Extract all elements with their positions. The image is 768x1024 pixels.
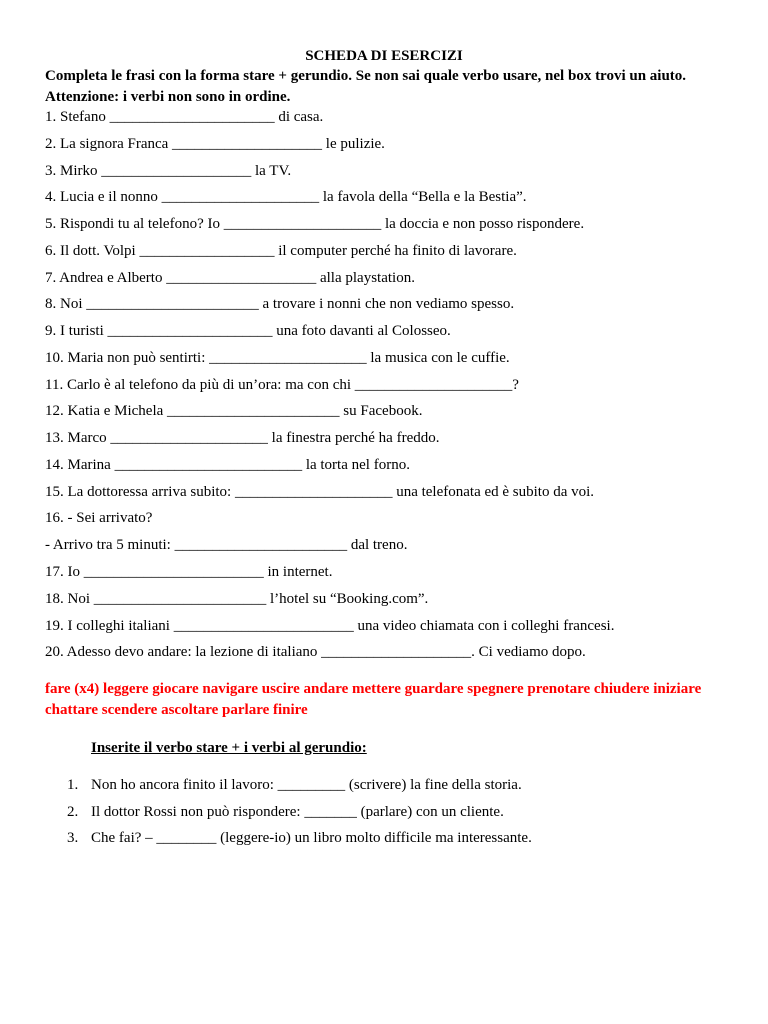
question-2: 2. La signora Franca ____________________ le pulizie. [45, 136, 385, 152]
question-8: 8. Noi _______________________ a trovare i nonni che non vediamo spesso. [45, 296, 515, 312]
exercise-text: Non ho ancora finito il lavoro: _________ (scrivere) la fine della storia. [91, 777, 522, 793]
verb-hint-box: fare (x4) leggere giocare navigare uscire andare mettere guardare spegnere prenotare chiudere iniziare chattare scendere ascoltare parlare finire [45, 681, 702, 718]
question-3: 3. Mirko ____________________ la TV. [45, 163, 292, 179]
section-2-title: Inserite il verbo stare + i verbi al gerundio: [91, 740, 367, 756]
question-20: 20. Adesso devo andare: la lezione di italiano ____________________. Ci vediamo dopo. [45, 644, 586, 660]
question-16: 16. - Sei arrivato? [45, 510, 153, 526]
question-11: 11. Carlo è al telefono da più di un’ora: ma con chi _____________________? [45, 377, 519, 393]
question-19: 19. I colleghi italiani ________________________ una video chiamata con i colleghi francesi. [45, 618, 615, 634]
instruction-line-2: Attenzione: i verbi non sono in ordine. [45, 89, 291, 105]
exercise-number: 2. [67, 804, 79, 820]
exercise-number: 1. [67, 777, 79, 793]
exercise-text: Che fai? – ________ (leggere-io) un libro molto difficile ma interessante. [91, 830, 532, 846]
question-4: 4. Lucia e il nonno _____________________ la favola della “Bella e la Bestia”. [45, 189, 527, 205]
question-14: 14. Marina _________________________ la torta nel forno. [45, 457, 410, 473]
exercise-text: Il dottor Rossi non può rispondere: _______ (parlare) con un cliente. [91, 804, 504, 820]
exercise-number: 3. [67, 830, 79, 846]
question-1: 1. Stefano ______________________ di casa. [45, 109, 324, 125]
question-15: 15. La dottoressa arriva subito: _____________________ una telefonata ed è subito da voi. [45, 484, 595, 500]
question-18: 18. Noi _______________________ l’hotel su “Booking.com”. [45, 591, 429, 607]
instruction-line-1: Completa le frasi con la forma stare + gerundio. Se non sai quale verbo usare, nel box trovi un aiuto. [45, 68, 687, 84]
question-16-answer: - Arrivo tra 5 minuti: _______________________ dal treno. [45, 537, 408, 553]
question-9: 9. I turisti ______________________ una foto davanti al Colosseo. [45, 323, 451, 339]
question-17: 17. Io ________________________ in internet. [45, 564, 333, 580]
worksheet-title: SCHEDA DI ESERCIZI [305, 48, 463, 64]
question-5: 5. Rispondi tu al telefono? Io _____________________ la doccia e non posso rispondere. [45, 216, 585, 232]
question-6: 6. Il dott. Volpi __________________ il computer perché ha finito di lavorare. [45, 243, 517, 259]
question-7: 7. Andrea e Alberto ____________________ alla playstation. [45, 270, 415, 286]
question-10: 10. Maria non può sentirti: _____________________ la musica con le cuffie. [45, 350, 510, 366]
question-12: 12. Katia e Michela _______________________ su Facebook. [45, 403, 423, 419]
question-13: 13. Marco _____________________ la finestra perché ha freddo. [45, 430, 440, 446]
